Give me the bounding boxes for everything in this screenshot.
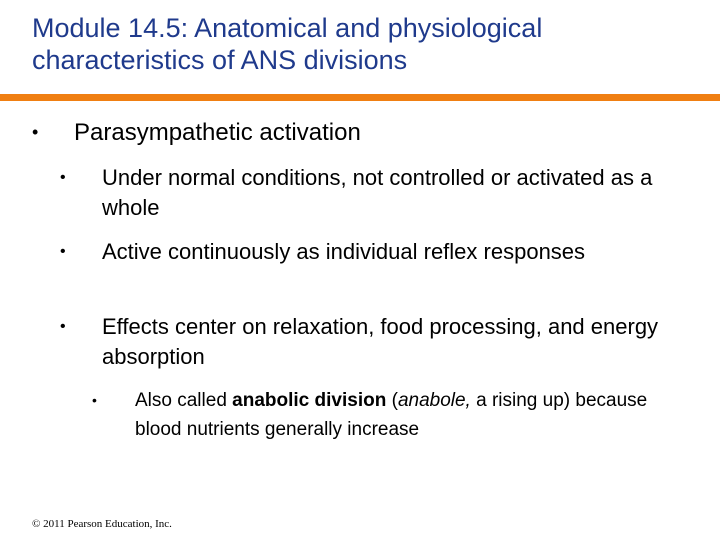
term-anabolic-division: anabolic division: [232, 390, 387, 411]
title-accent-bar: [0, 94, 720, 101]
slide-title: Module 14.5: Anatomical and physiological characteristics of ANS divisions: [32, 13, 543, 75]
bullet-text: [135, 386, 665, 444]
text-mid: (: [386, 390, 398, 411]
bullet-marker: •: [92, 392, 97, 408]
bullet-marker: •: [60, 243, 66, 260]
bullet-marker: •: [60, 169, 66, 186]
text-prefix: Also called: [135, 390, 233, 411]
bullet-marker: •: [32, 122, 39, 142]
copyright-footer: © 2011 Pearson Education, Inc.: [32, 518, 172, 530]
bullet-text: Effects center on relaxation, food processing, and energy absorption: [102, 314, 659, 369]
bullet-marker: •: [60, 318, 66, 335]
text-suffix: a rising up) because blood nutrients generally increase: [135, 390, 648, 440]
bullet-text: Under normal conditions, not controlled or activated as a whole: [102, 165, 653, 220]
bullet-text: Active continuously as individual reflex responses: [102, 239, 586, 264]
term-anabole: anabole,: [397, 390, 471, 411]
bullet-text: Parasympathetic activation: [74, 119, 361, 146]
